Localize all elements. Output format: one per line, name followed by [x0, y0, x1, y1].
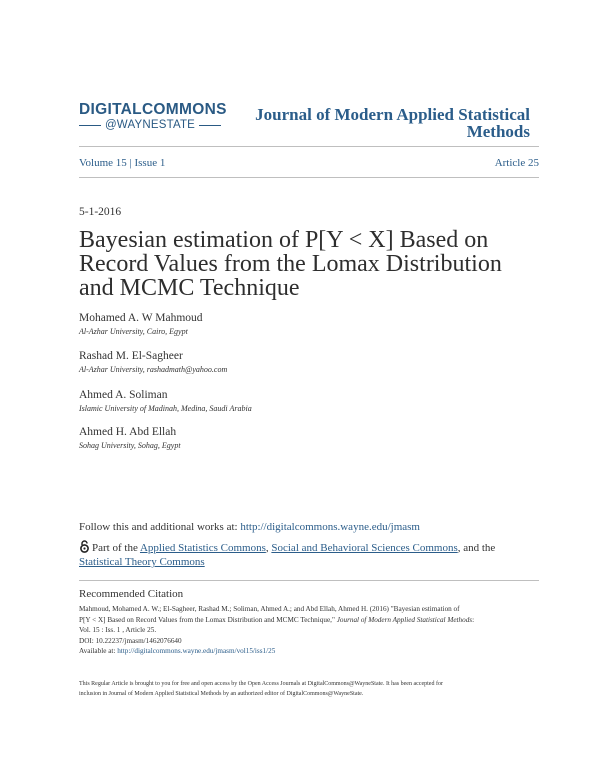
logo-bottom-text: @WAYNESTATE — [104, 119, 196, 131]
follow-text: Follow this and additional works at: — [79, 521, 241, 533]
recommended-citation-body — [79, 604, 529, 657]
citation-divider — [79, 580, 539, 581]
social-behavioral-sciences-commons-link[interactable]: Social and Behavioral Sciences Commons — [271, 542, 458, 554]
citation-line2-end: : — [472, 615, 475, 624]
available-at-link[interactable]: http://digitalcommons.wayne.edu/jmasm/vol15/iss1/25 — [117, 647, 276, 655]
footer-line1: This Regular Article is brought to you for free and open access by the Open Access Journals at DigitalCommons@WayneState. It has been accepted for — [79, 681, 443, 687]
footer-line2: inclusion in Journal of Modern Applied Statistical Methods by an authorized editor of DigitalCommons@WayneState. — [79, 690, 364, 697]
author-affiliation: Sohag University, Sohag, Egypt — [79, 441, 181, 450]
author-name: Mohamed A. W Mahmoud — [79, 312, 203, 324]
open-access-icon — [79, 540, 90, 553]
follow-line — [79, 521, 420, 533]
part-of-sep2: , and the — [457, 542, 496, 554]
header-divider — [79, 146, 539, 147]
citation-line2: P[Y < X] Based on Record Values from the Lomax Distribution and MCMC Technique," — [79, 615, 337, 624]
part-of-sep1: , — [265, 542, 272, 554]
author-block — [79, 425, 181, 451]
available-at-label: Available at: — [79, 647, 118, 655]
citation-line1: Mahmoud, Mohamed A. W.; El-Sagheer, Rashad M.; Soliman, Ahmed A.; and Abd Ellah, Ahmed H. (2016) "Bayesian estimation of — [79, 605, 460, 613]
follow-link[interactable]: http://digitalcommons.wayne.edu/jmasm — [240, 521, 420, 533]
author-name: Ahmed A. Soliman — [79, 389, 168, 401]
article-number-link[interactable]: Article 25 — [494, 157, 539, 169]
author-affiliation: Al-Azhar University, Cairo, Egypt — [79, 327, 188, 336]
publication-date: 5-1-2016 — [79, 206, 122, 218]
digital-commons-logo[interactable] — [79, 101, 227, 131]
issue-divider — [79, 177, 539, 178]
citation-journal: Journal of Modern Applied Statistical Methods — [336, 615, 473, 624]
author-affiliation: Islamic University of Madinah, Medina, Saudi Arabia — [79, 404, 252, 413]
recommended-citation-heading: Recommended Citation — [79, 588, 184, 600]
logo-top-text: DIGITALCOMMONS — [79, 101, 227, 118]
journal-title-line2: Methods — [466, 122, 530, 141]
author-name: Rashad M. El-Sagheer — [79, 350, 183, 362]
footer-note — [79, 680, 529, 699]
citation-doi: DOI: 10.22237/jmasm/1462076640 — [79, 636, 182, 645]
citation-line3: Vol. 15 : Iss. 1 , Article 25. — [79, 626, 157, 634]
volume-separator: | — [129, 157, 132, 169]
statistical-theory-commons-link[interactable]: Statistical Theory Commons — [79, 556, 205, 568]
author-block — [79, 349, 227, 375]
article-title: Bayesian estimation of P[Y < X] Based on Record Values from the Lomax Distribution and MCMC Technique — [79, 227, 502, 301]
author-block — [79, 388, 252, 414]
logo-rule-right — [199, 125, 221, 126]
author-block — [79, 311, 203, 337]
logo-rule-left — [79, 125, 101, 126]
volume-issue — [79, 157, 165, 169]
author-name: Ahmed H. Abd Ellah — [79, 426, 177, 438]
journal-title-line1: Journal of Modern Applied Statistical — [255, 105, 530, 124]
part-of-line — [79, 540, 529, 569]
issue-link[interactable]: Issue 1 — [134, 157, 166, 169]
part-of-prefix: Part of the — [92, 542, 140, 554]
author-affiliation: Al-Azhar University, rashadmath@yahoo.com — [79, 365, 228, 374]
volume-link[interactable]: Volume 15 — [79, 157, 127, 169]
journal-title-link[interactable] — [230, 106, 530, 140]
applied-statistics-commons-link[interactable]: Applied Statistics Commons — [139, 542, 266, 554]
